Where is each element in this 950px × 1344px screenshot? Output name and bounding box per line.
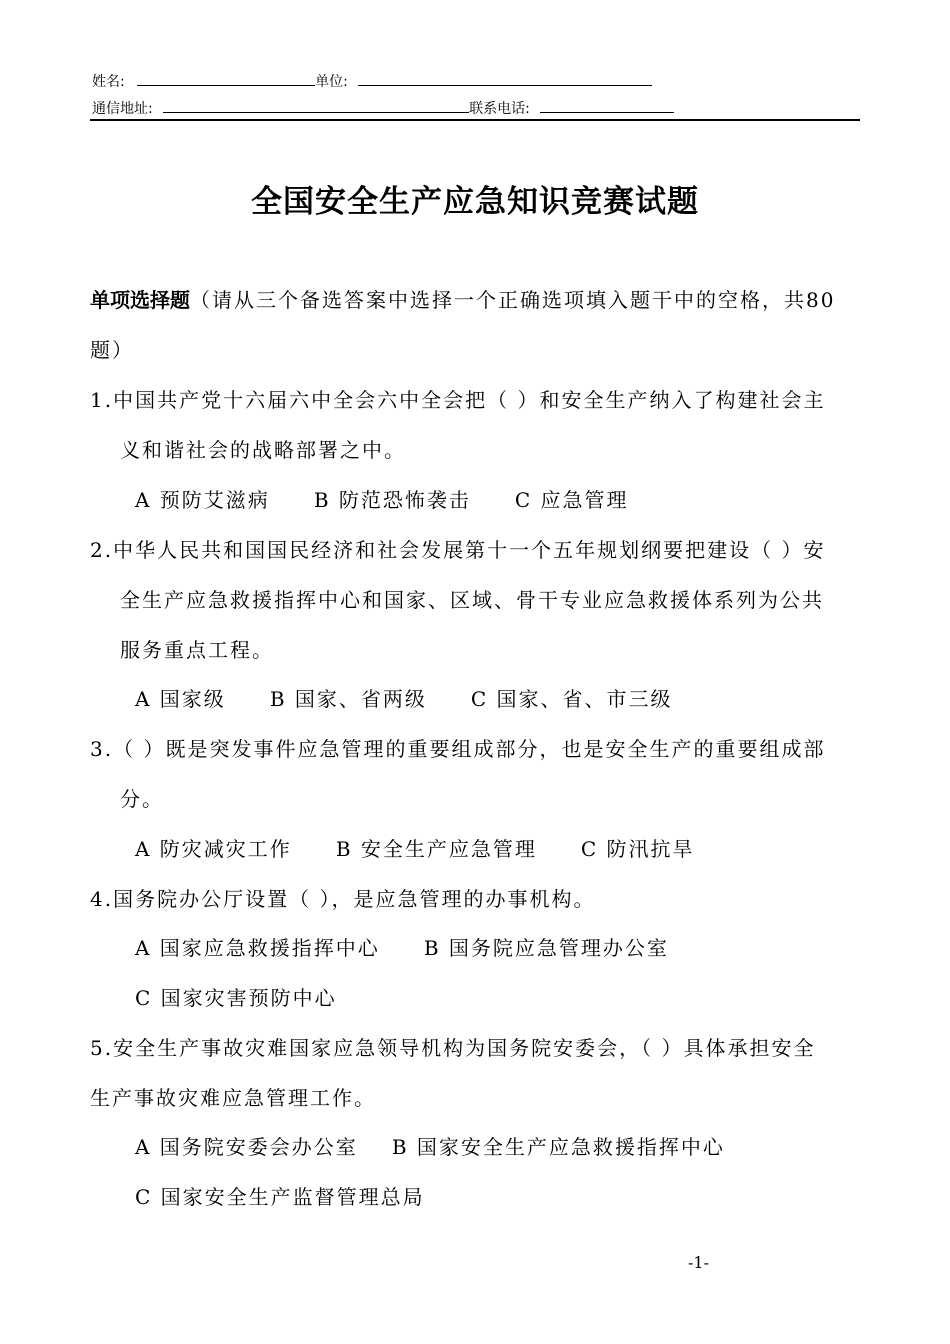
question-5-text: 5.安全生产事故灾难国家应急领导机构为国务院安委会，（ ）具体承担安全 <box>90 1036 816 1060</box>
option-b[interactable]: B 国家安全生产应急救援指挥中心 <box>391 1135 725 1159</box>
option-b[interactable]: B 防范恐怖袭击 <box>313 488 471 512</box>
header-row-name-unit <box>92 72 652 91</box>
section-heading-line <box>90 285 835 315</box>
option-c[interactable]: C 防汛抗旱 <box>580 837 695 861</box>
option-b[interactable]: B 国务院应急管理办公室 <box>423 936 669 960</box>
question-5-options <box>135 1132 725 1162</box>
unit-blank[interactable] <box>358 72 652 86</box>
option-a[interactable]: A 防灾减灾工作 <box>135 837 292 861</box>
question-3-text-cont: 分。 <box>120 787 164 811</box>
name-label: 姓名: <box>92 74 125 90</box>
section-heading: 单项选择题 <box>90 288 190 312</box>
section-instruction-cont: 题） <box>90 338 134 362</box>
question-2-text-cont-2: 服务重点工程。 <box>120 638 274 662</box>
question-2-options <box>135 684 673 714</box>
page-number: -1- <box>688 1253 709 1272</box>
question-4-options <box>135 933 669 963</box>
header-row-address-phone <box>92 99 674 118</box>
option-a[interactable]: A 国家级 <box>135 687 226 711</box>
question-1-text: 1.中国共产党十六届六中全会六中全会把（ ）和安全生产纳入了构建社会主 <box>90 388 826 412</box>
address-blank[interactable] <box>163 99 469 113</box>
option-a[interactable]: A 国务院安委会办公室 <box>135 1135 358 1159</box>
header-divider <box>90 119 860 121</box>
question-5-text-cont: 生产事故灾难应急管理工作。 <box>90 1086 376 1110</box>
address-label: 通信地址: <box>92 101 153 117</box>
question-1-text-cont: 义和谐社会的战略部署之中。 <box>120 438 406 462</box>
phone-label: 联系电话: <box>469 101 530 117</box>
page-title: 全国安全生产应急知识竞赛试题 <box>251 184 699 220</box>
option-b[interactable]: B 国家、省两级 <box>269 687 427 711</box>
option-a[interactable]: A 国家应急救援指挥中心 <box>135 936 380 960</box>
option-c[interactable]: C 应急管理 <box>514 488 629 512</box>
unit-label: 单位: <box>315 74 348 90</box>
question-4-text: 4.国务院办公厅设置（ ），是应急管理的办事机构。 <box>90 887 596 911</box>
question-5-option-c[interactable]: C 国家安全生产监督管理总局 <box>135 1185 425 1209</box>
name-blank[interactable] <box>137 72 315 86</box>
question-2-text-cont: 全生产应急救援指挥中心和国家、区域、骨干专业应急救援体系列为公共 <box>120 588 824 612</box>
question-2-text: 2.中华人民共和国国民经济和社会发展第十一个五年规划纲要把建设（ ）安 <box>90 538 826 562</box>
question-4-option-c[interactable]: C 国家灾害预防中心 <box>135 986 337 1010</box>
question-3-options <box>135 834 695 864</box>
phone-blank[interactable] <box>540 99 674 113</box>
question-1-options <box>135 485 629 515</box>
option-c[interactable]: C 国家、省、市三级 <box>470 687 673 711</box>
section-instruction: （请从三个备选答案中选择一个正确选项填入题干中的空格，共80 <box>190 288 836 312</box>
option-a[interactable]: A 预防艾滋病 <box>135 488 270 512</box>
option-b[interactable]: B 安全生产应急管理 <box>335 837 537 861</box>
question-3-text: 3.（ ）既是突发事件应急管理的重要组成部分，也是安全生产的重要组成部 <box>90 737 826 761</box>
